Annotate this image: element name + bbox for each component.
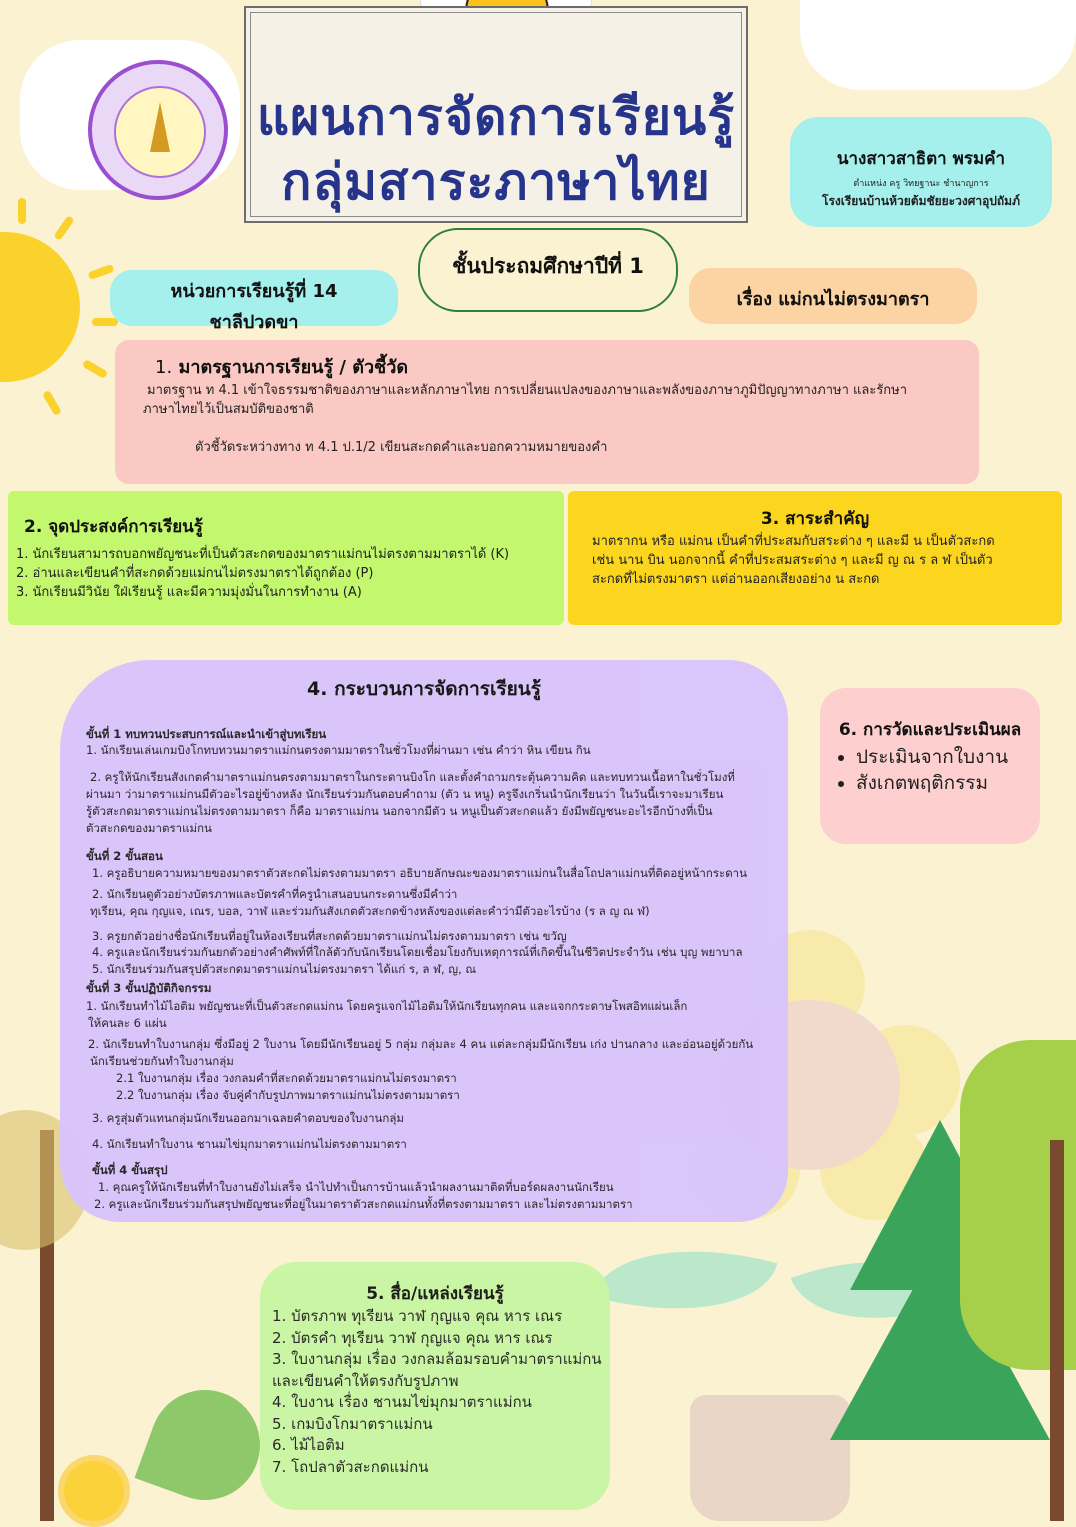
standards-heading: 1. มาตรฐานการเรียนรู้ / ตัวชี้วัด [155,357,409,378]
media-heading: 5. สื่อ/แหล่งเรียนรู้ [366,1284,504,1304]
grade-label: ชั้นประถมศึกษาปีที่ 1 [418,228,678,312]
step-4-title: ขั้นที่ 4 ขั้นสรุป [92,1163,168,1177]
process-line: ทุเรียน, คุณ กุญแจ, เณร, บอล, วาฬ และร่วมกันสังเกตตัวสะกดข้างหลังของแต่ละคำว่ามีตัวอะไรบ้าง (ร ล ญ ณ ฬ) [90,904,650,918]
assessment-item: • ประเมินจากใบงาน [856,744,1008,770]
objectives-box [8,491,564,625]
media-item: 6. ไม้ไอติม [272,1436,345,1454]
teacher-badge [790,117,1052,227]
plant-pot-decoration [690,1395,850,1521]
process-line: รู้ตัวสะกดมาตราแม่กนไม่ตรงตามมาตรา ก็คือ มาตราแม่กน นอกจากมีตัว น หนูเป็นตัวสะกดแล้ว ยังมีพยัญชนะอะไรอีกบ้างที่เป็น [86,804,713,818]
media-item: 4. ใบงาน เรื่อง ชานมไข่มุกมาตราแม่กน [272,1393,532,1411]
process-line: 2.1 ใบงานกลุ่ม เรื่อง วงกลมคำที่สะกดด้วยมาตราแม่กนไม่ตรงมาตรา [116,1071,457,1085]
standard-text-1: มาตรฐาน ท 4.1 เข้าใจธรรมชาติของภาษาและหลักภาษาไทย การเปลี่ยนแปลงของภาษาและพลังของภาษาภูมิปัญญาทางภาษา และรักษา [147,383,908,398]
sun-ray [42,390,62,417]
process-line: 4. ครูและนักเรียนร่วมกันยกตัวอย่างคำศัพท์ที่ใกล้ตัวกับนักเรียนโดยเชื่อมโยงกับเหตุการณ์ที่เกิดขึ้นในชีวิตประจำวัน เช่น บุญ พยาบาล [92,945,743,959]
teacher-position: ตำแหน่ง ครู วิทยฐานะ ชำนาญการ [853,179,989,189]
leaf-decoration [593,1219,778,1340]
sun-ray [53,215,74,241]
indicator-text: ตัวชี้วัดระหว่างทาง ท 4.1 ป.1/2 เขียนสะกดคำและบอกความหมายของคำ [195,440,608,455]
logo-emblem-icon [114,86,206,178]
concept-line: เช่น นาน บิน นอกจากนี้ คำที่ประสมสระต่าง ๆ และมี ญ ณ ร ล ฬ เป็นตัว [592,553,993,568]
standards-box [115,340,979,484]
cloud-decoration [800,0,1076,90]
process-line: 1. นักเรียนทำไม้ไอติม พยัญชนะที่เป็นตัวสะกดแม่กน โดยครูแจกไม้ไอติมให้นักเรียนทุกคน และแจกกระดาษโพสอิทแผ่นเล็ก [86,999,688,1013]
process-line: ตัวสะกดของมาตราแม่กน [86,821,212,835]
process-line: 2. ครูและนักเรียนร่วมกันสรุปพยัญชนะที่อยู่ในมาตราตัวสะกดแม่กนทั้งที่ตรงตามมาตรา และไม่ตรงตามมาตรา [94,1197,633,1211]
media-item: 2. บัตรคำ ทุเรียน วาฬ กุญแจ คุณ หาร เณร [272,1328,553,1347]
process-line: 2. นักเรียนทำใบงานกลุ่ม ซึ่งมีอยู่ 2 ใบงาน โดยมีนักเรียนอยู่ 5 กลุ่ม กลุ่มละ 4 คน แต่ละกลุ่มมีนักเรียน เก่ง ปานกลาง และอ่อนอยู่ด้วยกัน [88,1037,754,1051]
objective-item: 3. นักเรียนมีวินัย ใฝ่เรียนรู้ และมีความมุ่งมั่นในการทำงาน (A) [16,585,362,600]
tree-trunk [1050,1140,1064,1521]
process-line: 3. ครูยกตัวอย่างชื่อนักเรียนที่อยู่ในห้องเรียนที่สะกดด้วยมาตราแม่กนไม่ตรงตามมาตรา เช่น ขวัญ [92,929,567,943]
process-line: 4. นักเรียนทำใบงาน ชานมไข่มุกมาตราแม่กนไม่ตรงตามมาตรา [92,1137,407,1151]
step-3-title: ขั้นที่ 3 ขั้นปฏิบัติกิจกรรม [86,981,212,995]
objective-item: 2. อ่านและเขียนคำที่สะกดด้วยแม่กนไม่ตรงมาตราได้ถูกต้อง (P) [16,566,374,581]
topic-label: เรื่อง แม่กนไม่ตรงมาตรา [689,268,977,324]
media-item: 7. โถปลาตัวสะกดแม่กน [272,1457,429,1476]
process-line: ให้คนละ 6 แผ่น [88,1016,167,1030]
process-line: 3. ครูสุ่มตัวแทนกลุ่มนักเรียนออกมาเฉลยคำตอบของใบงานกลุ่ม [92,1111,405,1125]
objectives-heading: 2. จุดประสงค์การเรียนรู้ [24,517,203,537]
media-box [260,1262,610,1510]
step-2-title: ขั้นที่ 2 ขั้นสอน [86,849,163,863]
process-heading: 4. กระบวนการจัดการเรียนรู้ [307,678,541,700]
concept-heading: 3. สาระสำคัญ [760,509,870,529]
unit-label: หน่วยการเรียนรู้ที่ 14 ชาลีปวดขา [110,270,398,326]
assessment-item: • สังเกตพฤติกรรม [856,770,1008,796]
leaf-decoration [135,1375,276,1516]
sun-ray [18,198,26,224]
flower-small-decoration [58,1455,130,1527]
process-line: 1. คุณครูให้นักเรียนที่ทำใบงานยังไม่เสร็จ นำไปทำเป็นการบ้านแล้วนำผลงานมาติดที่บอร์ดผลงานนักเรียน [98,1180,614,1194]
assessment-box [820,688,1040,844]
media-item: 5. เกมบิงโกมาตราแม่กน [272,1414,433,1433]
title-line-2: กลุ่มสาระภาษาไทย [281,153,711,211]
title-line-1: แผนการจัดการเรียนรู้ [256,88,736,146]
concept-box [568,491,1062,625]
process-line: นักเรียนช่วยกันทำใบงานกลุ่ม [90,1054,234,1068]
standard-text-2: ภาษาไทยไว้เป็นสมบัติของชาติ [143,402,314,417]
assessment-heading: 6. การวัดและประเมินผล [838,720,1022,740]
sun-decoration [0,232,80,382]
process-line: 2. ครูให้นักเรียนสังเกตคำมาตราแม่กนตรงตามมาตราในกระดานบิงโก และตั้งคำถามกระตุ้นความคิด และทบทวนเนื้อหาในชั่วโมงที่ [90,770,735,784]
media-item: 3. ใบงานกลุ่ม เรื่อง วงกลมล้อมรอบคำมาตราแม่กน [272,1350,602,1368]
media-item: และเขียนคำให้ตรงกับรูปภาพ [272,1371,459,1390]
process-line: 1. นักเรียนเล่นเกมบิงโกทบทวนมาตราแม่กนตรงตามมาตราในชั่วโมงที่ผ่านมา เช่น คำว่า หิน เขียน กิน [86,743,591,757]
concept-line: สะกดที่ไม่ตรงมาตรา แต่อ่านออกเสียงอย่าง น สะกด [592,572,880,587]
process-line: 5. นักเรียนร่วมกันสรุปตัวสะกดมาตราแม่กนไม่ตรงมาตรา ได้แก่ ร, ล ฬ, ญ, ณ [92,962,477,976]
school-logo [88,60,228,200]
title-box [244,6,748,223]
process-line: 2.2 ใบงานกลุ่ม เรื่อง จับคู่คำกับรูปภาพมาตราแม่กนไม่ตรงตามมาตรา [116,1088,460,1102]
teacher-school: โรงเรียนบ้านห้วยต้มชัยยะวงศาอุปถัมภ์ [822,194,1020,208]
process-line: 2. นักเรียนดูตัวอย่างบัตรภาพและบัตรคำที่ครูนำเสนอบนกระดานซึ่งมีคำว่า [92,887,458,901]
concept-line: มาตรากน หรือ แม่กน เป็นคำที่ประสมกับสระต่าง ๆ และมี น เป็นตัวสะกด [592,534,995,549]
objective-item: 1. นักเรียนสามารถบอกพยัญชนะที่เป็นตัวสะกดของมาตราแม่กนไม่ตรงตามมาตราได้ (K) [16,547,510,562]
sun-ray [82,359,109,379]
step-1-title: ขั้นที่ 1 ทบทวนประสบการณ์และนำเข้าสู่บทเรียน [86,727,327,741]
process-box [60,660,788,1222]
teacher-name: นางสาวสาธิตา พรมคำ [836,149,1006,169]
media-item: 1. บัตรภาพ ทุเรียน วาฬ กุญแจ คุณ หาร เณร [272,1307,563,1325]
media-list [272,1306,602,1478]
process-line: ผ่านมา ว่ามาตราแม่กนมีตัวอะไรอยู่ข้างหลัง นักเรียนร่วมกันตอบคำถาม (ตัว น หนู) ครูจึงเกริ่นนำนักเรียนว่า ในวันนี้เราจะมาเรียน [86,787,724,801]
assessment-list [830,744,1008,796]
process-line: 1. ครูอธิบายความหมายของมาตราตัวสะกดไม่ตรงตามมาตรา อธิบายลักษณะของมาตราแม่กนในสื่อโถปลาแม่กนที่ติดอยู่หน้ากระดาน [92,866,747,880]
